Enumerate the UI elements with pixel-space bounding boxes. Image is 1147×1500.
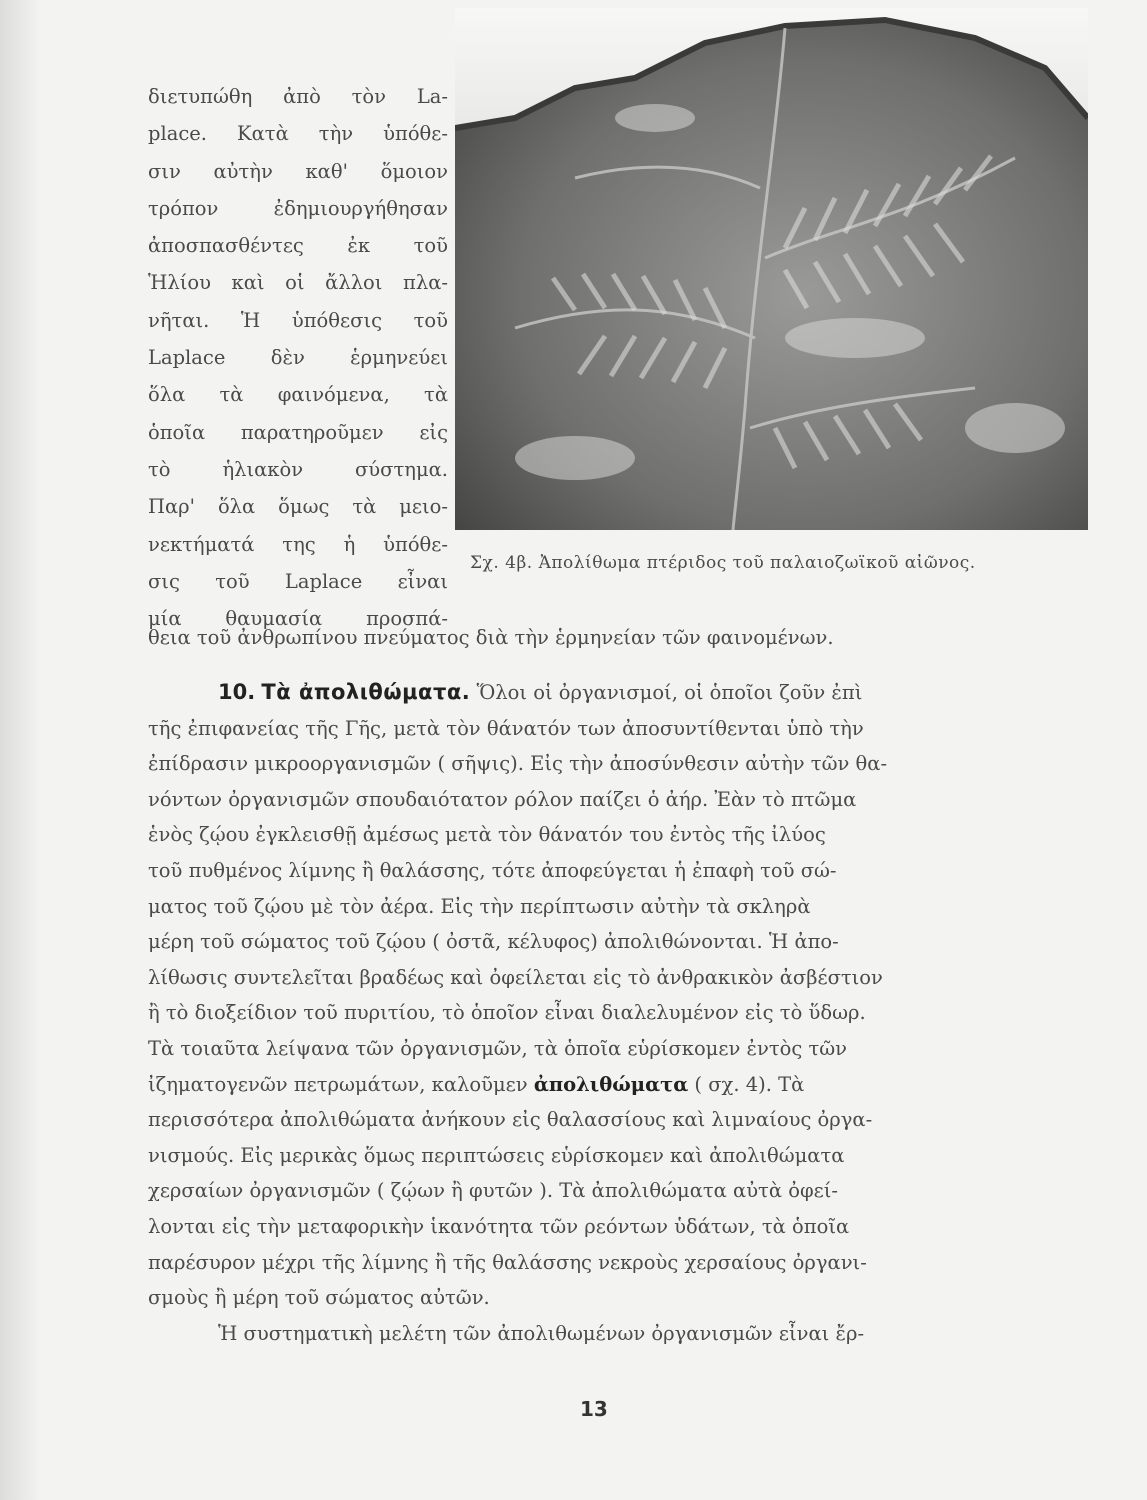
text-line: μέρη τοῦ σώματος τοῦ ζῴου ( ὀστᾶ, κέλυφος) ἀπολιθώνονται. Ἡ ἀπο- (148, 930, 839, 954)
text-line: Laplace δὲν ἑρμηνεύει (148, 346, 448, 370)
text-line: ὅλα τὰ φαινόμενα, τὰ (148, 383, 448, 407)
text-fragment: ἰζηματογενῶν πετρωμάτων, καλοῦμεν (148, 1072, 528, 1096)
text-line: διετυπώθη ἀπὸ τὸν La- (148, 85, 448, 108)
text-line: νῆται. Ἡ ὑπόθεσις τοῦ (148, 308, 448, 332)
fossil-fern-photo (455, 8, 1088, 530)
term-definition-line (148, 1067, 1048, 1103)
text-line: σιν αὐτὴν καθ' ὅμοιον (148, 159, 448, 183)
text-line: ἑνὸς ζῴου ἐγκλεισθῇ ἀμέσως μετὰ τὸν θάνατόν του ἐντὸς τῆς ἰλύος (148, 823, 826, 847)
text-line: Τὰ τοιαῦτα λείψανα τῶν ὀργανισμῶν, τὰ ὁποῖα εὑρίσκομεν ἐντὸς τῶν (148, 1036, 848, 1060)
fossil-fern-image (455, 8, 1088, 530)
text-line: σμοὺς ἢ μέρη τοῦ σώματος αὐτῶν. (148, 1286, 490, 1310)
page-number: 13 (580, 1397, 608, 1421)
wrapped-paragraph (148, 78, 448, 637)
text-line: ματος τοῦ ζῴου μὲ τὸν ἀέρα. Εἰς τὴν περίπτωσιν αὐτὴν τὰ σκληρὰ (148, 894, 811, 918)
text-line: θεια τοῦ ἀνθρωπίνου πνεύματος διὰ τὴν ἑρμηνείαν τῶν φαινομένων. (148, 626, 834, 649)
text-line: τὸ ἡλιακὸν σύστημα. (148, 457, 448, 481)
text-line: περισσότερα ἀπολιθώματα ἀνήκουν εἰς θαλασσίους καὶ λιμναίους ὀργα- (148, 1108, 873, 1132)
text-line: μία θαυμασία προσπά- (148, 607, 448, 631)
paragraph-continuation (148, 620, 1048, 656)
section-heading-line (148, 675, 1048, 711)
figure-caption: Σχ. 4β. Ἀπολίθωμα πτέριδος τοῦ παλαιοζωϊκοῦ αἰῶνος. (470, 553, 976, 573)
text-line: παρέσυρον μέχρι τῆς λίμνης ἢ τῆς θαλάσσης νεκροὺς χερσαίους ὀργανι- (148, 1250, 867, 1274)
text-line: χερσαίων ὀργανισμῶν ( ζῴων ἢ φυτῶν ). Τὰ ἀπολιθώματα αὐτὰ ὀφεί- (148, 1179, 838, 1203)
defined-term: ἀπολιθώματα (533, 1072, 689, 1096)
text-fragment: ( σχ. 4). Τὰ (694, 1072, 805, 1096)
text-line: νεκτήματά της ἡ ὑπόθε- (148, 532, 448, 556)
text-fragment: Ὅλοι οἱ ὀργανισμοί, οἱ ὁποῖοι ζοῦν ἐπὶ (476, 681, 863, 704)
text-line: τρόπον ἐδημιουργήθησαν (148, 196, 448, 220)
text-line: τῆς ἐπιφανείας τῆς Γῆς, μετὰ τὸν θάνατόν των ἀποσυντίθενται ὑπὸ τὴν (148, 716, 864, 740)
text-line: σις τοῦ Laplace εἶναι (148, 569, 448, 593)
text-line: Παρ' ὅλα ὅμως τὰ μειο- (148, 495, 448, 519)
text-line: place. Κατὰ τὴν ὑπόθε- (148, 122, 448, 146)
text-line: λονται εἰς τὴν μεταφορικὴν ἱκανότητα τῶν ρεόντων ὑδάτων, τὰ ὁποῖα (148, 1214, 850, 1238)
text-line: ὁποῖα παρατηροῦμεν εἰς (148, 420, 448, 444)
text-line: λίθωσις συντελεῖται βραδέως καὶ ὀφείλεται εἰς τὸ ἀνθρακικὸν ἀσβέστιον (148, 965, 883, 989)
section-fossils (148, 675, 1048, 1351)
text-line: νόντων ὀργανισμῶν σπουδαιότατον ρόλον παίζει ὁ ἀήρ. Ἐὰν τὸ πτῶμα (148, 787, 857, 811)
text-line: ἢ τὸ διοξείδιον τοῦ πυριτίου, τὸ ὁποῖον εἶναι διαλελυμένον εἰς τὸ ὕδωρ. (148, 1001, 866, 1025)
text-line: ἀποσπασθέντες ἐκ τοῦ (148, 234, 448, 258)
section-title: Τὰ ἀπολιθώματα. (261, 680, 471, 704)
text-line: ἐπίδρασιν μικροοργανισμῶν ( σῆψις). Εἰς τὴν ἀποσύνθεσιν αὐτὴν τῶν θα- (148, 752, 888, 776)
text-line: Ἡ συστηματικὴ μελέτη τῶν ἀπολιθωμένων ὀργανισμῶν εἶναι ἔρ- (218, 1321, 865, 1345)
section-number: 10. (218, 680, 256, 704)
text-line: τοῦ πυθμένος λίμνης ἢ θαλάσσης, τότε ἀποφεύγεται ἡ ἐπαφὴ τοῦ σώ- (148, 858, 837, 882)
text-line: Ἡλίου καὶ οἱ ἄλλοι πλα- (148, 271, 448, 295)
page-edge-shadow (0, 0, 40, 1500)
text-line: νισμούς. Εἰς μερικὰς ὅμως περιπτώσεις εὑρίσκομεν καὶ ἀπολιθώματα (148, 1143, 845, 1167)
